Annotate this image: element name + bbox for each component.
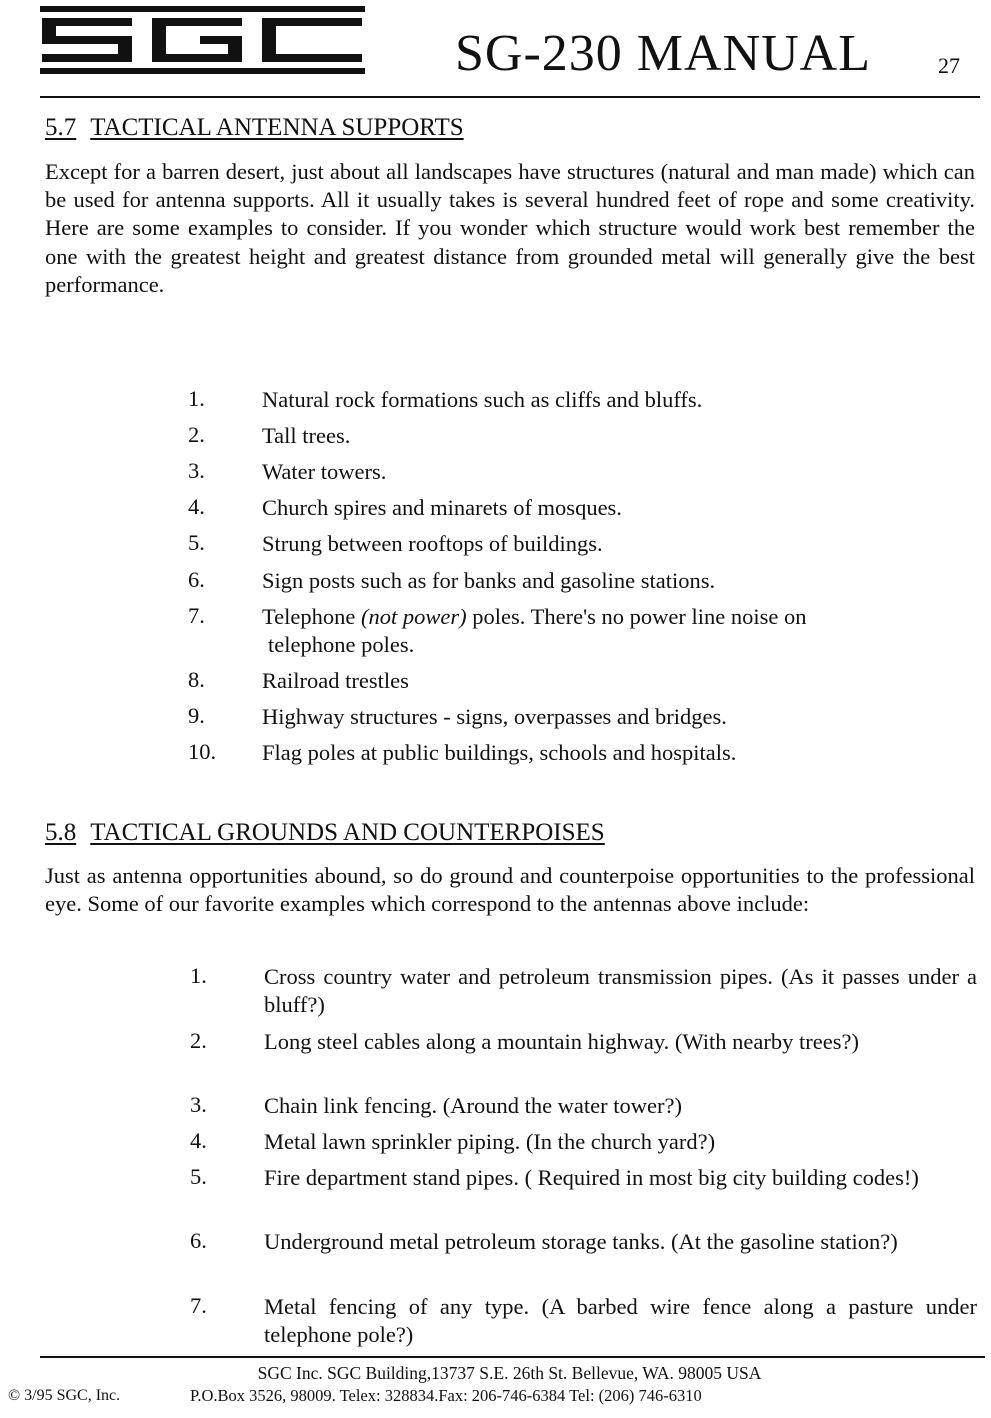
- footer-contact: P.O.Box 3526, 98009. Telex: 328834.Fax: 206-746-6384 Tel: (206) 746-6310: [190, 1386, 702, 1405]
- footer-address: SGC Inc. SGC Building,13737 S.E. 26th St. Bellevue, WA. 98005 USA: [257, 1363, 762, 1383]
- section-5-8-heading: [45, 820, 605, 845]
- footer-copyright: © 3/95 SGC, Inc.: [8, 1387, 121, 1404]
- page-number: 27: [938, 53, 960, 78]
- sgc-logo: [40, 6, 365, 74]
- section-5-7-paragraph: Except for a barren desert, just about all landscapes have structures (natural and man made) which can be used for antenna supports. All it usually takes is several hundred feet of rope and some creativity. Here are some examples to consider. If you wonder which structure would work best remember the one with the greatest height and greatest distance from grounded metal will generally give the best performance.: [45, 159, 975, 297]
- section-number: 5.8: [45, 819, 77, 846]
- footer-rule: [40, 1356, 985, 1358]
- section-5-7-heading: [45, 115, 464, 140]
- manual-title: SG-230 MANUAL: [455, 25, 871, 82]
- section-title: TACTICAL ANTENNA SUPPORTS: [90, 114, 464, 141]
- section-5-8-paragraph: Just as antenna opportunities abound, so do ground and counterpoise opportunities to the professional eye. Some of our favorite examples which correspond to the antennas above include:: [45, 863, 975, 917]
- section-number: 5.7: [45, 114, 77, 141]
- section-title: TACTICAL GROUNDS AND COUNTERPOISES: [90, 819, 605, 846]
- header-rule: [40, 96, 980, 98]
